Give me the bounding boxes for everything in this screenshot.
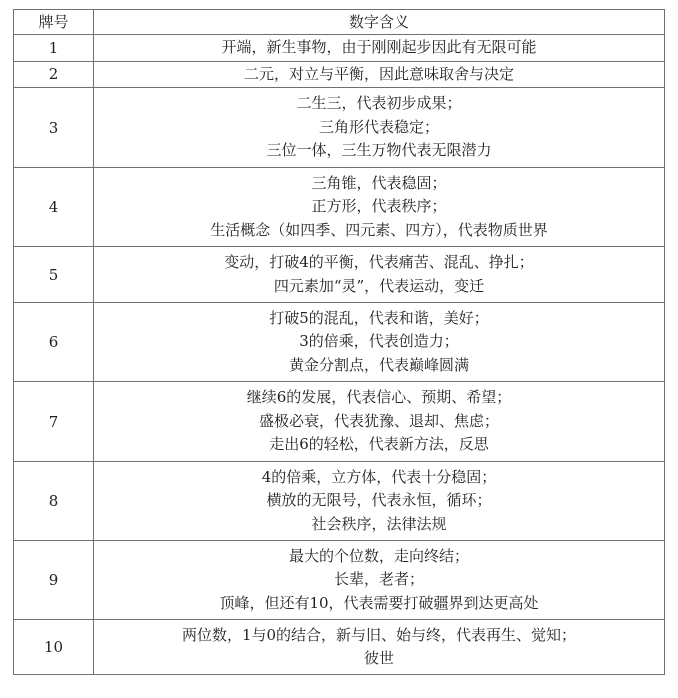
row-number: 1 <box>14 35 94 62</box>
meaning-line: 盛极必衰，代表犹豫、退却、焦虑； <box>258 411 499 430</box>
row-meaning <box>94 382 665 462</box>
table-row <box>14 61 665 88</box>
meaning-line: 打破5的混乱，代表和谐，美好； <box>269 308 489 327</box>
meaning-line: 三位一体，三生万物代表无限潜力 <box>266 141 492 160</box>
row-meaning <box>94 462 665 541</box>
row-number: 9 <box>14 541 94 620</box>
row-number: 7 <box>14 382 94 462</box>
meaning-line: 二元，对立与平衡，因此意味取舍与决定 <box>243 64 514 83</box>
table-row <box>14 247 665 303</box>
meaning-line: 长辈，老者； <box>333 570 424 589</box>
meaning-line: 4的倍乘，立方体，代表十分稳固； <box>261 467 497 486</box>
meaning-line: 继续6的发展，代表信心、预期、希望； <box>246 388 512 407</box>
table-row <box>14 382 665 462</box>
row-number: 8 <box>14 462 94 541</box>
meaning-line: 彼世 <box>363 649 394 667</box>
row-number: 6 <box>14 303 94 382</box>
meaning-line: 正方形，代表秩序； <box>311 197 447 216</box>
row-number: 10 <box>14 620 94 675</box>
meaning-line: 走出6的轻松，代表新方法，反思 <box>269 435 489 454</box>
row-meaning <box>94 541 665 620</box>
row-meaning <box>94 620 665 675</box>
header-row <box>14 10 665 35</box>
row-number: 2 <box>14 61 94 88</box>
table-row <box>14 35 665 62</box>
row-meaning <box>94 35 665 62</box>
table-row <box>14 620 665 675</box>
row-number: 4 <box>14 168 94 247</box>
meaning-line: 横放的无限号，代表永恒，循环； <box>266 491 492 510</box>
row-number: 3 <box>14 88 94 168</box>
meaning-line: 黄金分割点，代表巅峰圆满 <box>288 355 469 374</box>
table-row <box>14 88 665 168</box>
row-meaning <box>94 88 665 168</box>
table-row <box>14 303 665 382</box>
header-number: 牌号 <box>14 10 94 35</box>
row-meaning <box>94 61 665 88</box>
row-meaning <box>94 168 665 247</box>
meaning-line: 开端，新生事物，由于刚刚起步因此有无限可能 <box>221 38 537 56</box>
number-meaning-table <box>13 9 665 675</box>
meaning-line: 四元素加“灵”，代表运动，变迁 <box>273 276 485 295</box>
row-number: 5 <box>14 247 94 303</box>
meaning-line: 社会秩序，法律法规 <box>311 514 447 533</box>
meaning-line: 三角锥，代表稳固； <box>311 173 447 192</box>
table-row <box>14 462 665 541</box>
row-meaning <box>94 303 665 382</box>
header-meaning: 数字含义 <box>94 10 665 35</box>
meaning-line: 两位数，1与0的结合，新与旧、始与终，代表再生、觉知； <box>181 625 577 644</box>
meaning-line: 二生三，代表初步成果； <box>296 94 462 113</box>
meaning-line: 3的倍乘，代表创造力； <box>299 332 459 351</box>
meaning-line: 三角形代表稳定； <box>318 117 439 136</box>
meaning-line: 生活概念（如四季、四元素、四方），代表物质世界 <box>210 220 548 239</box>
meaning-line: 最大的个位数，走向终结； <box>288 546 469 565</box>
table-row <box>14 541 665 620</box>
meaning-line: 顶峰，但还有10，代表需要打破疆界到达更高处 <box>219 593 539 612</box>
table-row <box>14 168 665 247</box>
row-meaning <box>94 247 665 303</box>
meaning-line: 变动，打破4的平衡，代表痛苦、混乱、挣扎； <box>224 253 534 271</box>
